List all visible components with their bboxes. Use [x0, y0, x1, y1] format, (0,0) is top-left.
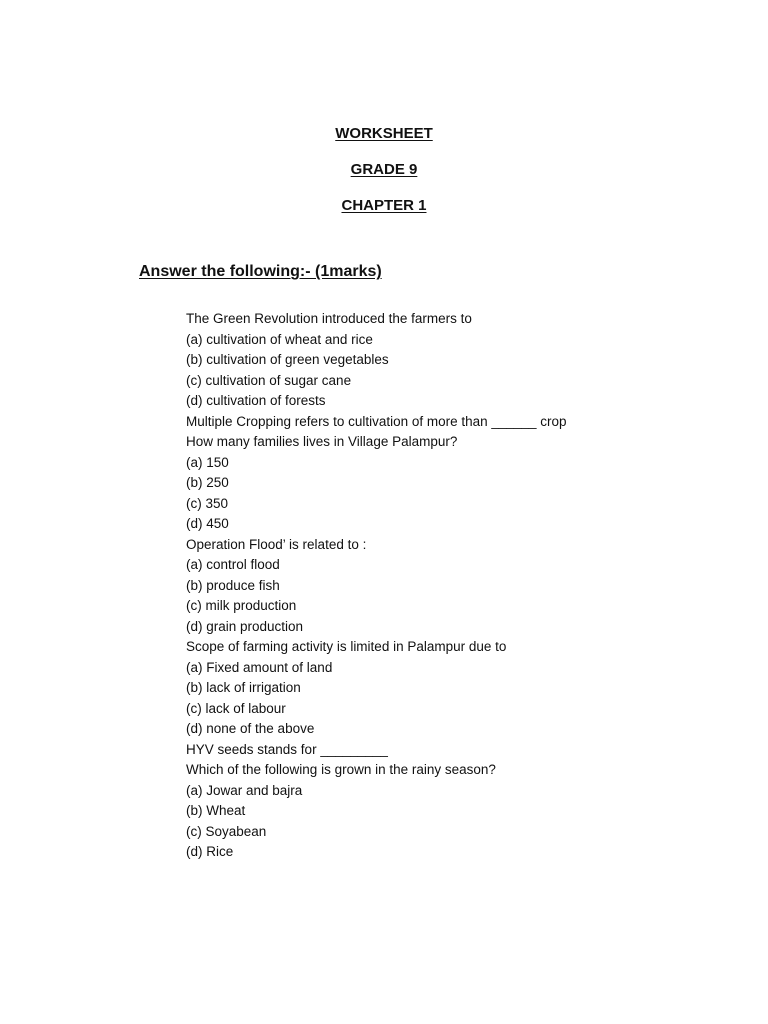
grade-heading: GRADE 9 [350, 161, 418, 178]
question-line: HYV seeds stands for _________ [186, 741, 388, 757]
question-line: Which of the following is grown in the rainy season? [186, 762, 496, 777]
chapter-heading: CHAPTER 1 [341, 197, 427, 214]
answer-option: (a) Fixed amount of land [186, 659, 333, 675]
answer-option: (c) cultivation of sugar cane [186, 372, 352, 388]
question-list [186, 309, 706, 863]
answer-option: (a) Jowar and bajra [186, 782, 303, 798]
question-line: Operation Flood’ is related to : [186, 536, 367, 552]
answer-option: (d) cultivation of forests [186, 393, 326, 408]
answer-option: (a) cultivation of wheat and rice [186, 331, 373, 347]
answer-option: (c) lack of labour [186, 700, 286, 716]
answer-option: (c) 350 [186, 495, 229, 511]
answer-option: (a) control flood [186, 557, 280, 572]
answer-option: (b) cultivation of green vegetables [186, 352, 389, 367]
answer-option: (b) 250 [186, 475, 229, 490]
answer-option: (c) milk production [186, 598, 297, 613]
answer-option: (b) Wheat [186, 803, 246, 818]
worksheet-title: WORKSHEET [335, 125, 433, 142]
answer-option: (b) produce fish [186, 577, 280, 593]
answer-option: (c) Soyabean [186, 823, 267, 839]
question-line: Scope of farming activity is limited in Palampur due to [186, 639, 507, 654]
answer-option: (b) lack of irrigation [186, 680, 301, 695]
question-line: Multiple Cropping refers to cultivation of more than ______ crop [186, 413, 567, 429]
question-line: How many families lives in Village Palampur? [186, 434, 458, 449]
question-line: The Green Revolution introduced the farmers to [186, 311, 472, 326]
answer-option: (d) Rice [186, 844, 234, 859]
answer-option: (a) 150 [186, 454, 229, 470]
section-title: Answer the following:- (1marks) [139, 263, 382, 280]
answer-option: (d) grain production [186, 618, 304, 634]
answer-option: (d) none of the above [186, 721, 315, 736]
answer-option: (d) 450 [186, 516, 229, 531]
